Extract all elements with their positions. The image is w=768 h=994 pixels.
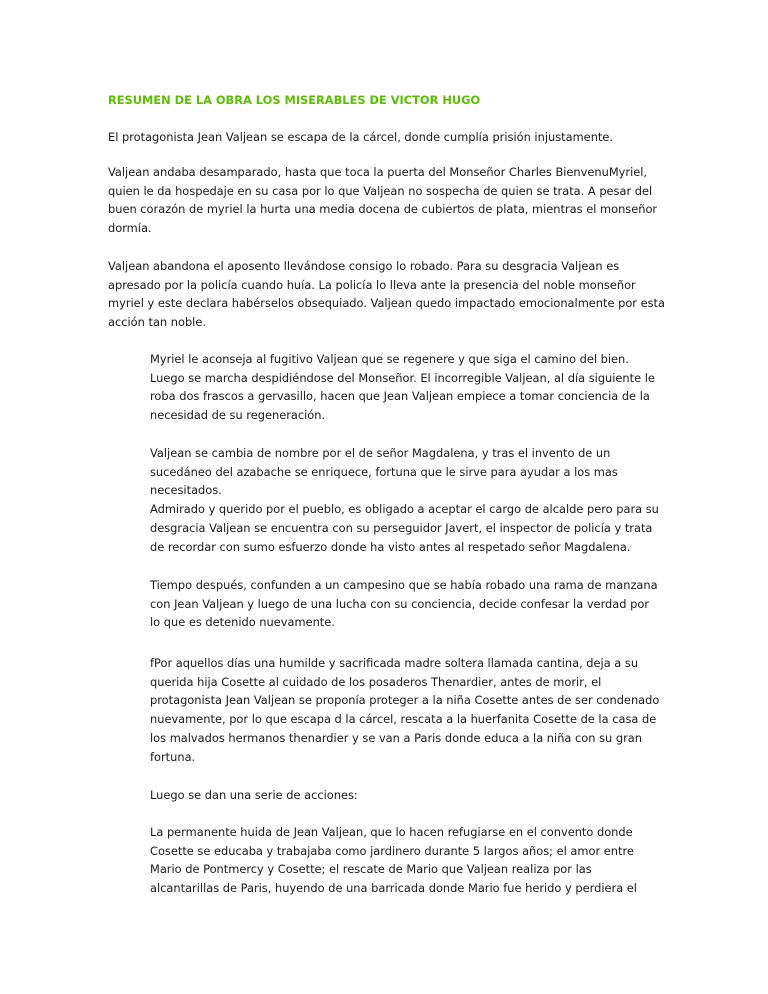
text-line: desgracia Valjean se encuentra con su perseguidor Javert, el inspector de policía y trata [150,520,653,535]
text-line: fPor aquellos días una humilde y sacrificada madre soltera llamada cantina, deja a su [150,656,639,670]
text-line: La permanente huida de Jean Valjean, que lo hacen refugiarse en el convento donde [150,825,633,839]
text-line: protagonista Jean Valjean se proponía proteger a la niña Cosette antes de ser condenado [150,693,660,708]
text-line: Mario de Pontmercy y Cosette; el rescate de Mario que Valjean realiza por las [150,862,592,877]
text-line: Luego se dan una serie de acciones: [150,788,358,802]
text-line: myriel y este declara habérselos obsequiado. Valjean quedo impactado emocionalmente por esta [108,296,665,311]
text-line: acción tan noble. [108,315,206,330]
text-line: Valjean andaba desamparado, hasta que toca la puerta del Monseñor Charles BienvenuMyriel, [108,165,648,179]
text-line: Valjean se cambia de nombre por el de señor Magdalena, y tras el invento de un [150,446,611,460]
text-line: nuevamente, por lo que escapa d la cárcel, rescata a la huerfanita Cosette de la casa de [150,712,657,727]
text-line: fortuna. [150,749,196,764]
text-line: Cosette se educaba y trabajaba como jardinero durante 5 largos años; el amor entre [150,843,634,858]
text-line: sucedáneo del azabache se enriquece, fortuna que le sirve para ayudar a los mas [150,464,618,479]
text-line: necesidad de su regeneración. [150,408,326,423]
text-line: apresado por la policía cuando huía. La policía lo lleva ante la presencia del noble monseñor [108,277,636,292]
text-line: de recordar con sumo esfuerzo donde ha visto antes al respetado señor Magdalena. [150,539,631,554]
text-line: buen corazón de myriel la hurta una media docena de cubiertos de plata, mientras el monseñor [108,202,658,217]
text-line: los malvados hermanos thenardier y se van a Paris donde educa a la niña con su gran [150,730,642,745]
text-line: dormía. [108,221,152,236]
text-line: Luego se marcha despidiéndose del Monseñor. El incorregible Valjean, al día siguiente le [150,370,655,385]
text-line: alcantarillas de Paris, huyendo de una barricada donde Mario fue herido y perdiera el [150,881,637,896]
document-title: RESUMEN DE LA OBRA LOS MISERABLES DE VICTOR HUGO [108,93,481,107]
text-line: quien le da hospedaje en su casa por lo que Valjean no sospecha de quien se trata. A pesar del [108,183,653,198]
text-line: roba dos frascos a gervasillo, hacen que Jean Valjean empiece a tomar conciencia de la [150,389,650,404]
text-line: Valjean abandona el aposento llevándose consigo lo robado. Para su desgracia Valjean es [108,259,620,273]
text-line: con Jean Valjean y luego de una lucha con su conciencia, decide confesar la verdad por [150,596,649,611]
text-line: Tiempo después, confunden a un campesino que se había robado una rama de manzana [150,578,658,592]
text-line: Admirado y querido por el pueblo, es obligado a aceptar el cargo de alcalde pero para su [150,502,659,517]
text-line: lo que es detenido nuevamente. [150,615,335,630]
text-line: El protagonista Jean Valjean se escapa de la cárcel, donde cumplía prisión injustamente. [108,130,614,144]
text-line: Myriel le aconseja al fugitivo Valjean que se regenere y que siga el camino del bien. [150,352,629,366]
text-line: querida hija Cosette al cuidado de los posaderos Thenardier, antes de morir, el [150,674,602,689]
text-line: necesitados. [150,483,222,498]
